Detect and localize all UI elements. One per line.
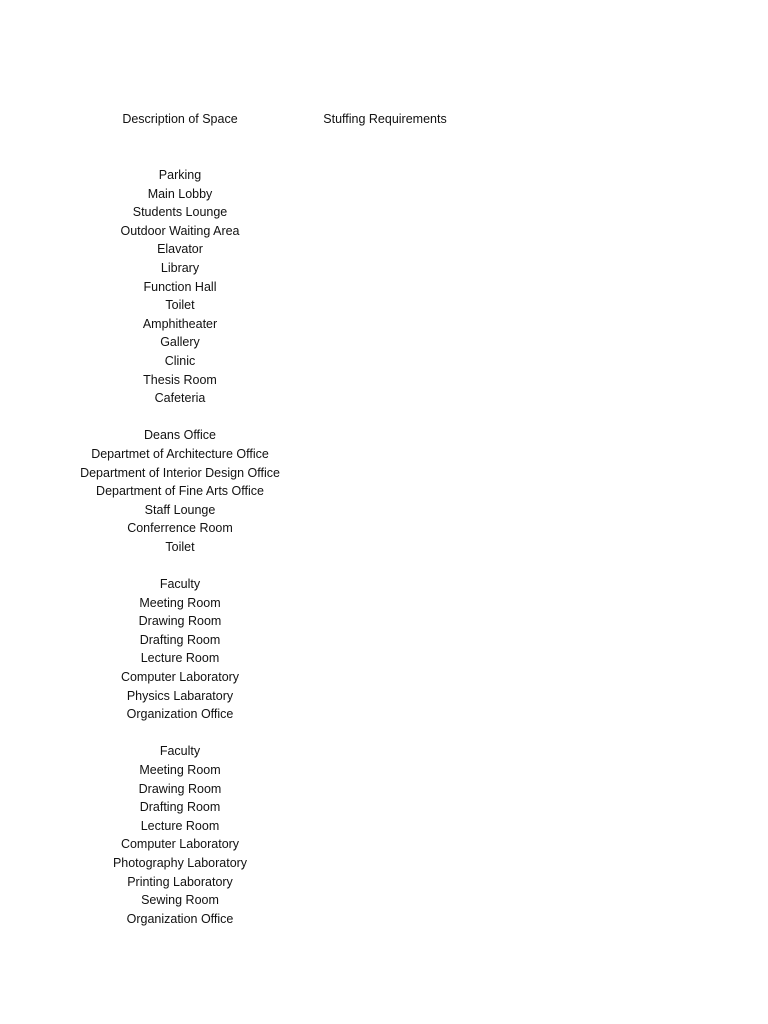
space-item: Deans Office [143,428,217,443]
space-item: Main Lobby [147,186,213,201]
space-item: Drafting Room [139,632,221,647]
space-item: Drafting Room [139,800,221,815]
space-item: Computer Laboratory [120,670,240,685]
space-item: Department of Fine Arts Office [96,484,264,499]
space-item: Lecture Room [140,818,220,833]
space-item: Parking [158,168,202,182]
space-item: Drawing Room [138,614,222,629]
section-spacer [60,408,300,427]
space-item: Drawing Room [138,781,222,796]
space-item: Printing Laboratory [127,874,233,889]
space-item: Outdoor Waiting Area [120,223,240,238]
space-item: Organization Office [126,707,234,722]
section-spacer [60,724,300,743]
space-item: Sewing Room [141,893,219,908]
space-item: Gallery [160,335,200,350]
space-item: Staff Lounge [144,502,216,517]
space-item: Library [160,260,200,275]
staffing-requirements-header: Stuffing Requirements [323,112,447,126]
space-item: Meeting Room [139,595,221,610]
space-item: Students Lounge [132,205,228,220]
space-list [60,166,300,928]
space-item: Physics Labaratory [126,688,234,703]
space-item: Computer Laboratory [120,837,240,852]
section-spacer [60,556,300,575]
space-item: Lecture Room [140,651,220,666]
space-item: Clinic [164,353,196,368]
space-item: Photography Laboratory [112,855,248,870]
space-item: Departmet of Architecture Office [91,446,269,461]
space-item: Cafeteria [154,391,206,406]
space-item: Amphitheater [142,316,218,331]
space-item: Meeting Room [139,763,221,777]
space-item: Faculty [159,744,201,759]
space-item: Function Hall [143,279,217,294]
space-item: Elavator [157,242,203,257]
space-item: Conferrence Room [127,521,233,536]
space-item: Department of Interior Design Office [80,465,280,480]
space-item: Faculty [159,577,201,592]
description-of-space-header: Description of Space [122,112,238,126]
space-item: Organization Office [126,911,234,926]
space-item: Toilet [165,298,195,313]
space-item: Thesis Room [143,372,217,387]
space-item: Toilet [165,539,195,554]
